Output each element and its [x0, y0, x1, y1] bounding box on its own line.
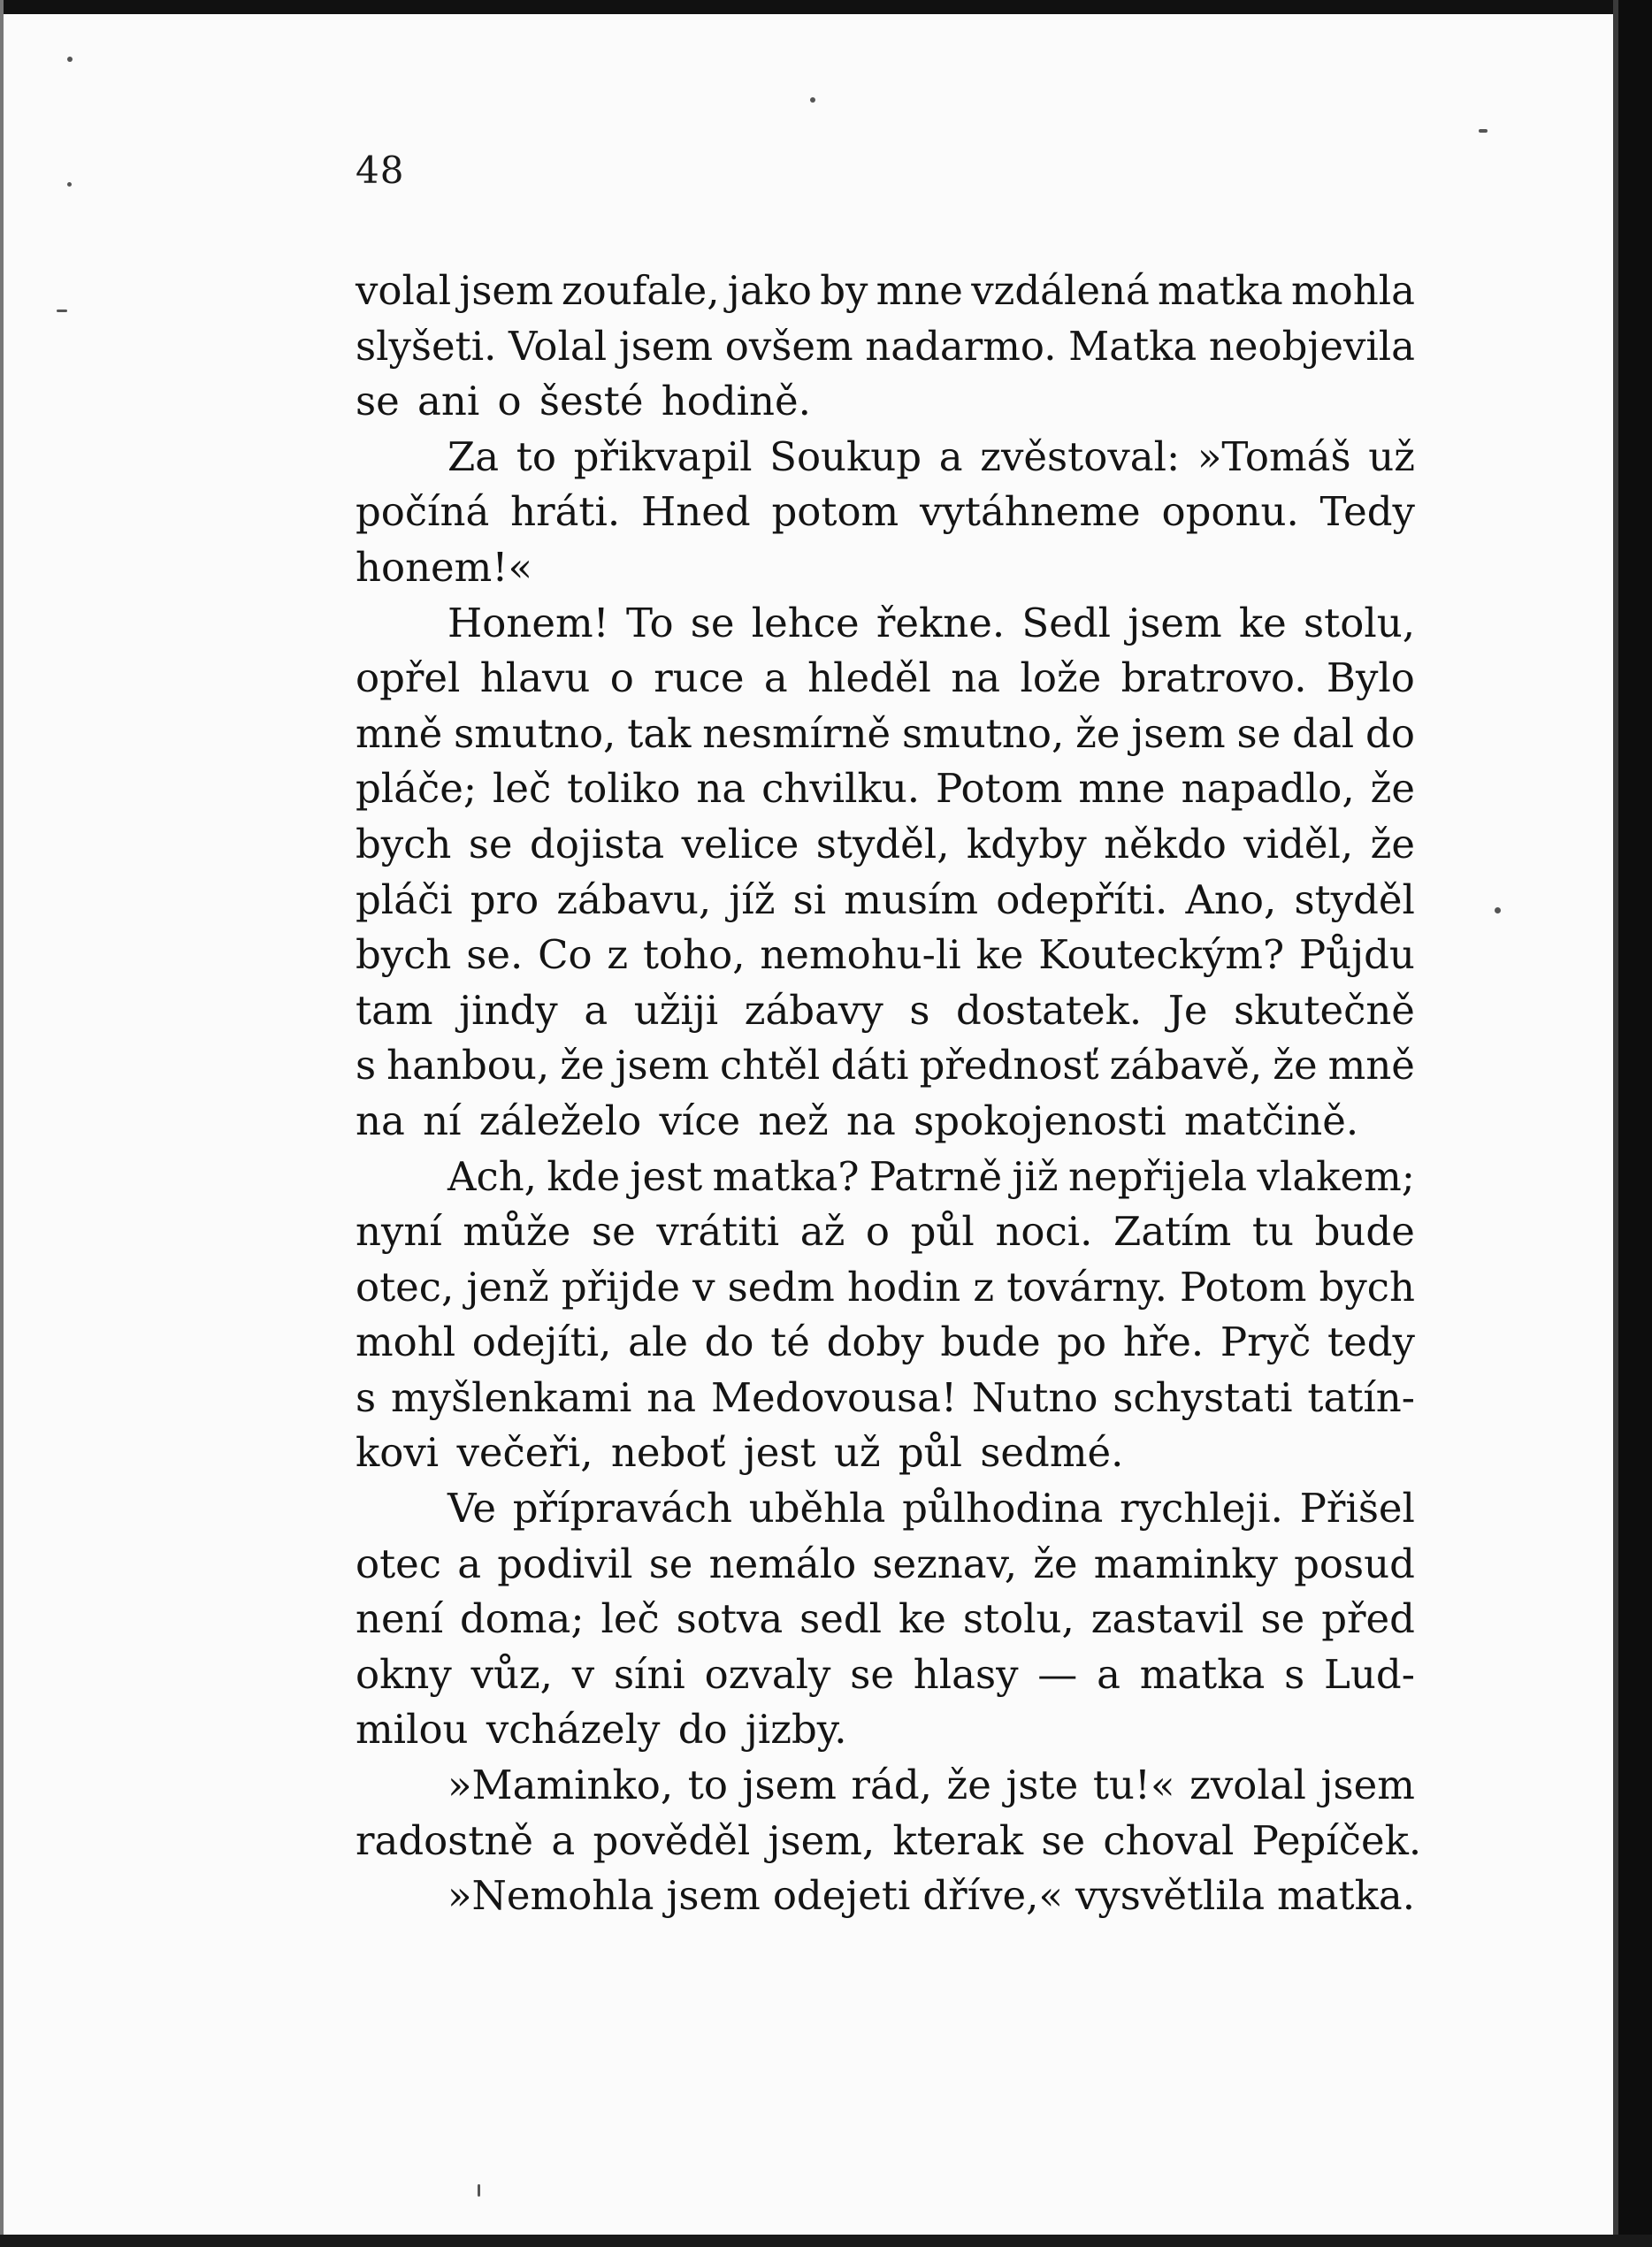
- text-line: [356, 761, 1415, 817]
- text-line: [356, 1481, 1415, 1537]
- word: nepřijela: [1068, 1152, 1248, 1200]
- word: až: [799, 1208, 845, 1256]
- word: s: [1284, 1650, 1305, 1698]
- word: Volal: [509, 322, 608, 370]
- word: zábavy: [744, 986, 883, 1034]
- text-line: [356, 1150, 1415, 1205]
- word: myšlenkami: [390, 1373, 632, 1421]
- word: mne: [1078, 765, 1166, 813]
- word: o: [865, 1208, 890, 1256]
- word: přípravách: [512, 1485, 733, 1532]
- text-line: [356, 1038, 1415, 1094]
- word: jsem: [459, 267, 554, 314]
- word: Honem!: [447, 599, 609, 646]
- word: že: [560, 1042, 605, 1089]
- word: Ach,: [447, 1152, 537, 1200]
- word: oponu.: [1161, 488, 1299, 536]
- scan-border-top: [0, 0, 1652, 14]
- word: počíná: [356, 488, 490, 536]
- word: že: [1370, 765, 1415, 813]
- word: po: [1057, 1318, 1107, 1366]
- word: matka?: [712, 1152, 860, 1200]
- word: Pryč: [1220, 1318, 1312, 1366]
- word: mně: [1327, 1042, 1415, 1089]
- text-line: [356, 1758, 1415, 1814]
- word: půlhodina: [902, 1485, 1104, 1532]
- word: Ve: [447, 1485, 496, 1532]
- scan-border-bottom: [0, 2235, 1652, 2247]
- word: vlakem;: [1257, 1152, 1415, 1200]
- word: neobjevila: [1208, 322, 1415, 370]
- scan-border-left: [0, 0, 4, 2247]
- text-line: [356, 1371, 1415, 1426]
- word: —: [1037, 1650, 1078, 1698]
- text-line: kovi večeři, neboť jest už půl sedmé.: [356, 1429, 1124, 1477]
- word: v: [692, 1263, 715, 1311]
- word: bych: [356, 820, 452, 867]
- word: se: [1236, 709, 1281, 757]
- text-line: [356, 264, 1415, 319]
- word: tam: [356, 986, 433, 1034]
- word: sedm: [727, 1263, 835, 1311]
- word: bude: [1314, 1208, 1415, 1256]
- word: hodin: [846, 1263, 961, 1311]
- word: se: [850, 1650, 894, 1698]
- word: mohla: [1290, 267, 1415, 314]
- word: se: [648, 1540, 693, 1587]
- word: zábavu,: [556, 875, 712, 923]
- word: leč: [600, 1595, 660, 1643]
- text-line: [356, 596, 1415, 652]
- text-line: [356, 707, 1415, 762]
- word: se: [592, 1208, 636, 1256]
- word: Medovousa!: [710, 1373, 958, 1421]
- word: Za: [447, 432, 500, 480]
- word: musím: [844, 875, 979, 923]
- word: toho,: [642, 931, 746, 979]
- word: s: [356, 1373, 377, 1421]
- word: pro: [470, 875, 539, 923]
- word: a: [1097, 1650, 1120, 1698]
- word: jsem: [1320, 1762, 1415, 1809]
- word: jsem: [1128, 599, 1222, 646]
- word: jsem: [1131, 709, 1226, 757]
- word: o: [609, 654, 634, 702]
- word: tatín-: [1307, 1373, 1415, 1421]
- text-line: [356, 817, 1415, 873]
- word: na: [696, 765, 746, 813]
- word: smutno,: [902, 709, 1065, 757]
- word: lože: [1020, 654, 1102, 702]
- word: rychleji.: [1120, 1485, 1283, 1532]
- word: Ano,: [1185, 875, 1277, 923]
- word: do: [1365, 709, 1415, 757]
- word: jsem: [666, 1872, 761, 1920]
- word: té: [770, 1318, 810, 1366]
- word: »Nemohla: [447, 1872, 654, 1920]
- word: jenž: [466, 1263, 549, 1311]
- word: velice: [681, 820, 799, 867]
- word: nemohu-li: [760, 931, 961, 979]
- word: Zatím: [1113, 1208, 1232, 1256]
- word: hlasy: [913, 1650, 1019, 1698]
- word: mne: [876, 267, 963, 314]
- word: zastavil: [1090, 1595, 1244, 1643]
- word: Co: [538, 931, 593, 979]
- word: vytáhneme: [920, 488, 1141, 536]
- word: bratrovo.: [1120, 654, 1307, 702]
- word: že: [1075, 709, 1120, 757]
- text-line: [356, 1592, 1415, 1647]
- word: viděl,: [1243, 820, 1354, 867]
- word: se: [1260, 1595, 1305, 1643]
- word: dáti: [830, 1042, 909, 1089]
- word: by: [820, 267, 868, 314]
- word: z: [973, 1263, 995, 1311]
- word: Potom: [1180, 1263, 1307, 1311]
- word: potom: [771, 488, 899, 536]
- word: jsem: [618, 322, 714, 370]
- word: doby: [826, 1318, 924, 1366]
- word: Potom: [936, 765, 1063, 813]
- word: si: [792, 875, 827, 923]
- word: odejíti,: [471, 1318, 612, 1366]
- word: matka: [1139, 1650, 1266, 1698]
- word: stolu,: [962, 1595, 1075, 1643]
- word: nemálo: [708, 1540, 857, 1587]
- word: pláče;: [356, 765, 478, 813]
- text-line: [356, 1647, 1415, 1703]
- word: Soukup: [769, 432, 922, 480]
- word: tak: [627, 709, 692, 757]
- word: kde: [547, 1152, 621, 1200]
- word: nesmírně: [702, 709, 891, 757]
- word: ozvaly: [704, 1650, 831, 1698]
- word: napadlo,: [1181, 765, 1355, 813]
- word: To: [625, 599, 674, 646]
- word: kdyby: [966, 820, 1087, 867]
- word: zvěstoval:: [980, 432, 1181, 480]
- word: síni: [613, 1650, 685, 1698]
- word: Nutno: [971, 1373, 1098, 1421]
- word: odepříti.: [996, 875, 1168, 923]
- word: slyšeti.: [356, 322, 497, 370]
- word: zábavě,: [1109, 1042, 1263, 1089]
- word: přikvapil: [573, 432, 753, 480]
- word: už: [1368, 432, 1415, 480]
- word: bych: [1319, 1263, 1415, 1311]
- word: styděl,: [815, 820, 950, 867]
- word: řekne.: [876, 599, 1006, 646]
- word: dal: [1292, 709, 1355, 757]
- word: a: [938, 432, 963, 480]
- word: hleděl: [807, 654, 931, 702]
- word: tu!«: [1092, 1762, 1175, 1809]
- word: někdo: [1104, 820, 1227, 867]
- text-line: [356, 319, 1415, 375]
- word: leč: [492, 765, 552, 813]
- word: z: [607, 931, 629, 979]
- word: schystati: [1113, 1373, 1293, 1421]
- word: půl: [910, 1208, 975, 1256]
- word: mně: [356, 709, 443, 757]
- word: že: [1273, 1042, 1318, 1089]
- word: se.: [466, 931, 524, 979]
- word: hře.: [1122, 1318, 1205, 1366]
- word: hráti.: [510, 488, 621, 536]
- word: jsem: [742, 1762, 837, 1809]
- word: továrny.: [1006, 1263, 1167, 1311]
- word: že: [1370, 820, 1415, 867]
- word: že: [946, 1762, 991, 1809]
- word: Je: [1167, 986, 1208, 1034]
- word: posud: [1294, 1540, 1415, 1587]
- word: podivil: [497, 1540, 633, 1587]
- word: hlavu: [479, 654, 591, 702]
- word: Tedy: [1319, 488, 1415, 536]
- word: ruce: [654, 654, 745, 702]
- word: jíž: [729, 875, 776, 923]
- word: užiji: [633, 986, 719, 1034]
- scan-speck: [67, 182, 72, 187]
- scan-speck: [57, 310, 67, 312]
- word: dojista: [530, 820, 665, 867]
- word: zvolal: [1189, 1762, 1306, 1809]
- word: ke: [1238, 599, 1287, 646]
- scan-speck: [1495, 907, 1501, 913]
- word: přijde: [561, 1263, 680, 1311]
- word: na: [646, 1373, 697, 1421]
- word: bych: [356, 931, 452, 979]
- word: »Maminko,: [447, 1762, 674, 1809]
- word: pláči: [356, 875, 453, 923]
- word: jindy: [459, 986, 558, 1034]
- text-line: [356, 1315, 1415, 1371]
- text-line: [356, 1869, 1415, 1924]
- text-line: [356, 1204, 1415, 1260]
- word: mohl: [356, 1318, 456, 1366]
- text-line: [356, 1260, 1415, 1316]
- word: a: [584, 986, 608, 1034]
- scan-border-right: [1618, 0, 1652, 2247]
- word: dříve,«: [922, 1872, 1063, 1920]
- text-line: se ani o šesté hodině.: [356, 378, 811, 425]
- scan-speck: [1479, 129, 1488, 133]
- word: jest: [630, 1152, 703, 1200]
- word: že: [1033, 1540, 1078, 1587]
- word: dostatek.: [956, 986, 1143, 1034]
- word: bude: [940, 1318, 1041, 1366]
- word: vůz,: [470, 1650, 553, 1698]
- text-line: [356, 983, 1415, 1039]
- word: noci.: [995, 1208, 1093, 1256]
- text-line: [356, 873, 1415, 929]
- word: styděl: [1294, 875, 1415, 923]
- text-line: [356, 430, 1415, 485]
- word: v: [571, 1650, 595, 1698]
- word: to: [687, 1762, 728, 1809]
- word: Sedl: [1021, 599, 1112, 646]
- word: sotva: [676, 1595, 784, 1643]
- word: Bylo: [1326, 654, 1415, 702]
- text-line: na ní záleželo více než na spokojenosti matčině.: [356, 1097, 1359, 1144]
- word: rád,: [851, 1762, 932, 1809]
- word: není: [356, 1595, 443, 1643]
- text-line: [356, 928, 1415, 983]
- word: Přišel: [1299, 1485, 1415, 1532]
- text-line: honem!«: [356, 543, 532, 591]
- text-line: milou vcházely do jizby.: [356, 1706, 847, 1754]
- word: s: [909, 986, 930, 1034]
- word: toliko: [567, 765, 681, 813]
- word: matka.: [1277, 1872, 1415, 1920]
- word: ke: [975, 931, 1024, 979]
- word: jste: [1006, 1762, 1079, 1809]
- word: volal: [356, 267, 452, 314]
- word: otec,: [356, 1263, 455, 1311]
- word: nyní: [356, 1208, 442, 1256]
- word: maminky: [1093, 1540, 1278, 1587]
- word: ale: [628, 1318, 688, 1366]
- word: Matka: [1068, 322, 1197, 370]
- word: »Tomáš: [1197, 432, 1351, 480]
- word: tu: [1251, 1208, 1294, 1256]
- word: tedy: [1327, 1318, 1415, 1366]
- word: odejeti: [772, 1872, 911, 1920]
- word: seznav,: [872, 1540, 1018, 1587]
- word: se: [690, 599, 735, 646]
- word: matka: [1158, 267, 1283, 314]
- text-line: [356, 651, 1415, 707]
- word: hanbou,: [386, 1042, 550, 1089]
- word: skutečně: [1234, 986, 1415, 1034]
- word: před: [1321, 1595, 1415, 1643]
- word: sedl: [799, 1595, 883, 1643]
- word: ovšem: [724, 322, 853, 370]
- word: jako: [727, 267, 812, 314]
- word: smutno,: [454, 709, 616, 757]
- word: chtěl: [720, 1042, 821, 1089]
- word: ke: [899, 1595, 946, 1643]
- word: se: [468, 820, 513, 867]
- word: může: [463, 1208, 571, 1256]
- word: vzdálená: [971, 267, 1150, 314]
- text-line: [356, 485, 1415, 540]
- text-line: [356, 1537, 1415, 1593]
- word: opřel: [356, 654, 461, 702]
- word: stolu,: [1304, 599, 1415, 646]
- body-text: [356, 264, 1422, 1924]
- scan-speck: [810, 97, 815, 103]
- word: uběhla: [748, 1485, 886, 1532]
- word: vysvětlila: [1075, 1872, 1266, 1920]
- word: okny: [356, 1650, 452, 1698]
- word: zoufale,: [561, 267, 720, 314]
- word: a: [763, 654, 788, 702]
- word: nadarmo.: [865, 322, 1057, 370]
- word: Hned: [641, 488, 751, 536]
- word: Kouteckým?: [1038, 931, 1285, 979]
- word: přednosť: [919, 1042, 1099, 1089]
- word: Patrně: [868, 1152, 1003, 1200]
- text-line: radostně a pověděl jsem, kterak se choval Pepíček.: [356, 1816, 1422, 1864]
- word: jsem: [615, 1042, 709, 1089]
- word: chvilku.: [761, 765, 921, 813]
- word: otec: [356, 1540, 442, 1587]
- scan-speck: [67, 57, 73, 62]
- word: to: [516, 432, 556, 480]
- word: lehce: [751, 599, 860, 646]
- word: na: [951, 654, 1001, 702]
- word: Lud-: [1324, 1650, 1415, 1698]
- word: doma;: [459, 1595, 585, 1643]
- word: do: [704, 1318, 754, 1366]
- word: Půjdu: [1298, 931, 1415, 979]
- scan-speck: [478, 2184, 480, 2197]
- word: a: [457, 1540, 482, 1587]
- word: vrátiti: [656, 1208, 780, 1256]
- page-number: 48: [356, 149, 405, 192]
- word: již: [1012, 1152, 1059, 1200]
- word: s: [356, 1042, 377, 1089]
